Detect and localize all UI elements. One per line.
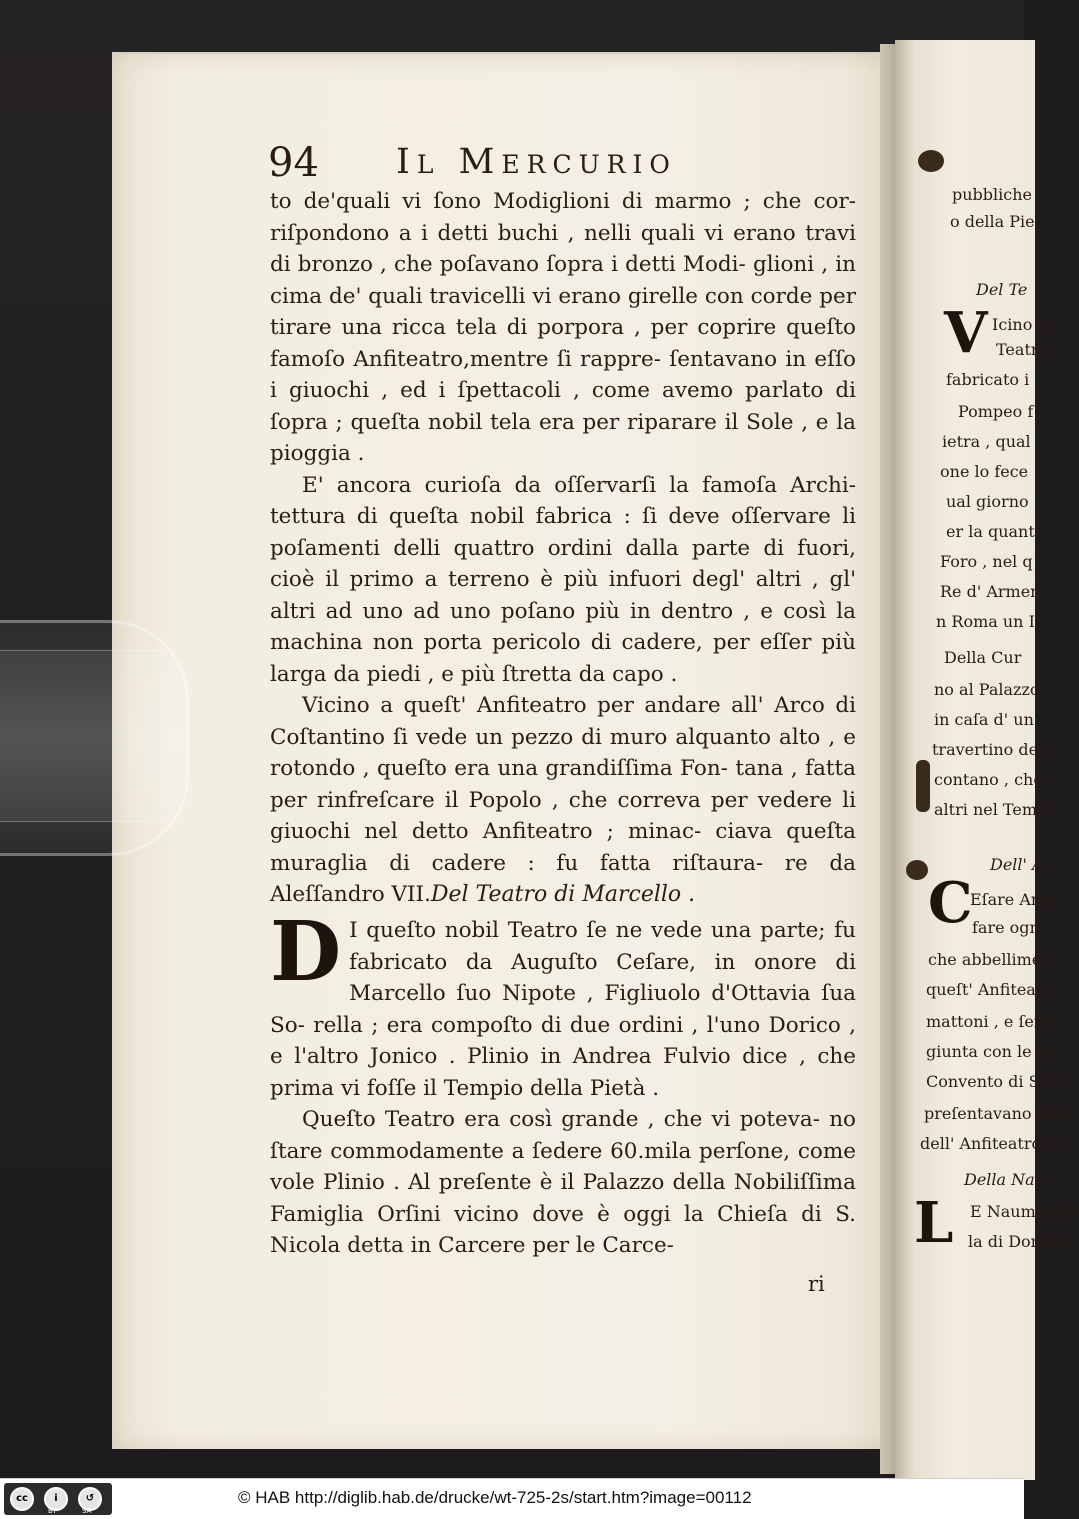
- facing-page-line: er la quanti: [946, 522, 1040, 541]
- page-stain: [916, 760, 930, 812]
- facing-page-line: Della Cur: [944, 648, 1022, 667]
- facing-page-line: altri nel Temp: [934, 800, 1048, 819]
- facing-page-line: n Roma un I: [936, 612, 1035, 631]
- facing-page-line: in caſa d' un: [934, 710, 1034, 729]
- facing-page-line: fabricato i: [946, 370, 1030, 389]
- facing-page-line: Dell' A: [990, 855, 1044, 874]
- facing-page-line: o della Pie: [950, 212, 1035, 231]
- paragraph: to de'quali vi ſono Modiglioni di marmo ; che cor- riſpondono a i detti buchi , nelli quali vi erano travi di bronzo , che poſavano ſopra i detti Modi- glioni , in cima de' quali travicelli vi erano girelle con corde per tirare una ricca tela di porpora , per coprire queſto famoſo Anfiteatro,mentre ſi rappre- ſentavano in eſſo i giuochi , ed i ſpettacoli , come avemo parlato di ſopra ; queſta nobil tela era per riparare il Sole , e la pioggia .: [270, 189, 856, 466]
- paragraph: Vicino a queſt' Anfiteatro per andare all' Arco di Coſtantino ſi vede un pezzo di muro alquanto alto , e rotondo , queſto era una grandiſſima Fon- tana , fatta per rinfreſcare il Popolo , che correva per vedere li giuochi nel detto Anfiteatro ; minac- ciava queſta muraglia di cadere : fu fatta riſtaura- re da Aleſſandro VII.: [270, 693, 856, 907]
- facing-page-line: la di Domizia: [968, 1232, 1075, 1251]
- page-stain: [906, 860, 928, 880]
- facing-page-drop-cap: C: [928, 870, 973, 936]
- plastic-page-clip: [0, 620, 189, 856]
- right-page: [895, 40, 1035, 1480]
- footer-bar: [0, 1478, 1024, 1519]
- paragraph-text: I queſto nobil Teatro ſe ne vede una parte; fu fabricato da Auguſto Ceſare, in onore di Marcello ſuo Nipote , Figliuolo d'Ottavia ſua So- rella ; era compoſto di due ordini , l'uno Dorico , e l'altro Jonico . Plinio in Andrea Fulvio dice , che prima vi foſſe il Tempio della Pietà .: [270, 918, 856, 1101]
- facing-page-line: ietra , qual: [942, 432, 1031, 451]
- facing-page-line: no al Palazzo: [934, 680, 1040, 699]
- facing-page-line: Convento di S. C: [926, 1072, 1062, 1091]
- facing-page-line: queſt' Anfiteatr: [926, 980, 1050, 999]
- facing-page-line: che abbellimen: [928, 950, 1052, 969]
- paragraph: [270, 904, 856, 1104]
- facing-page-line: contano , che: [934, 770, 1043, 789]
- facing-page-line: pubbliche: [952, 185, 1032, 204]
- facing-page-line: Pompeo f: [958, 402, 1034, 421]
- paragraph: E' ancora curioſa da oſſervarſi la famoſa Archi- tettura di queſta nobil fabrica : ſi deve oſſervare li poſamenti delli quattro ordini dalla parte di fuori, cioè il primo a terreno è più infuori degl' altri , gl' altri ad uno ad uno poſano più in dentro , e così la machina non porta pericolo di cadere, per eſſer più larga da piedi , e più ſtretta da capo .: [270, 472, 856, 687]
- facing-page-drop-cap: L: [914, 1190, 954, 1256]
- running-head: [268, 140, 868, 190]
- facing-page-line: mattoni , e ſene: [926, 1012, 1054, 1031]
- facing-page-line: Eſare Ang: [970, 890, 1052, 909]
- section-heading: Del Teatro di Marcello .: [430, 882, 696, 907]
- by-icon: i: [44, 1487, 68, 1511]
- facing-page-line: preſentavano vari: [924, 1104, 1068, 1123]
- sa-label: SA: [82, 1507, 92, 1515]
- running-title: Il Mercurio: [396, 142, 677, 182]
- sa-icon: ↺: [78, 1487, 102, 1511]
- facing-page-line: fare ogn: [972, 918, 1040, 937]
- by-label: BY: [48, 1507, 57, 1515]
- facing-page-line: giunta con le m: [926, 1042, 1052, 1061]
- page-number: 94: [268, 140, 319, 186]
- facing-page-line: Teatro: [996, 340, 1049, 359]
- cc-icon: cc: [10, 1487, 34, 1511]
- facing-page-line: Icino a: [992, 315, 1047, 334]
- page-stain: [918, 150, 944, 172]
- text-block-colosseum: [270, 186, 856, 911]
- cc-license-badge[interactable]: [4, 1483, 112, 1515]
- drop-cap: D: [270, 904, 342, 1000]
- facing-page-line: Del Te: [976, 280, 1028, 299]
- text-block-teatro: [270, 904, 856, 1262]
- paragraph: Queſto Teatro era così grande , che vi poteva- no ſtare commodamente a ſedere 60.mila perſone, come vole Plinio . Al preſente è il Palazzo della Nobiliſſima Famiglia Orſini vicino dove è oggi la Chieſa di S. Nicola detta in Carcere per le Carce-: [270, 1107, 856, 1258]
- facing-page-line: ual giorno: [946, 492, 1029, 511]
- facing-page-line: travertino del: [932, 740, 1044, 759]
- facing-page-line: one lo fece: [940, 462, 1029, 481]
- source-credit: © HAB http://diglib.hab.de/drucke/wt-725-2s/start.htm?image=00112: [238, 1488, 752, 1507]
- facing-page-line: Re d' Armen: [940, 582, 1041, 601]
- facing-page-line: dell' Anfiteatro di: [920, 1134, 1062, 1153]
- facing-page-line: E Naumachie: [970, 1202, 1079, 1221]
- facing-page-drop-cap: V: [944, 300, 988, 366]
- facing-page-line: Foro , nel q: [940, 552, 1033, 571]
- facing-page-line: Della Nau: [964, 1170, 1045, 1189]
- catchword: ri: [808, 1272, 825, 1296]
